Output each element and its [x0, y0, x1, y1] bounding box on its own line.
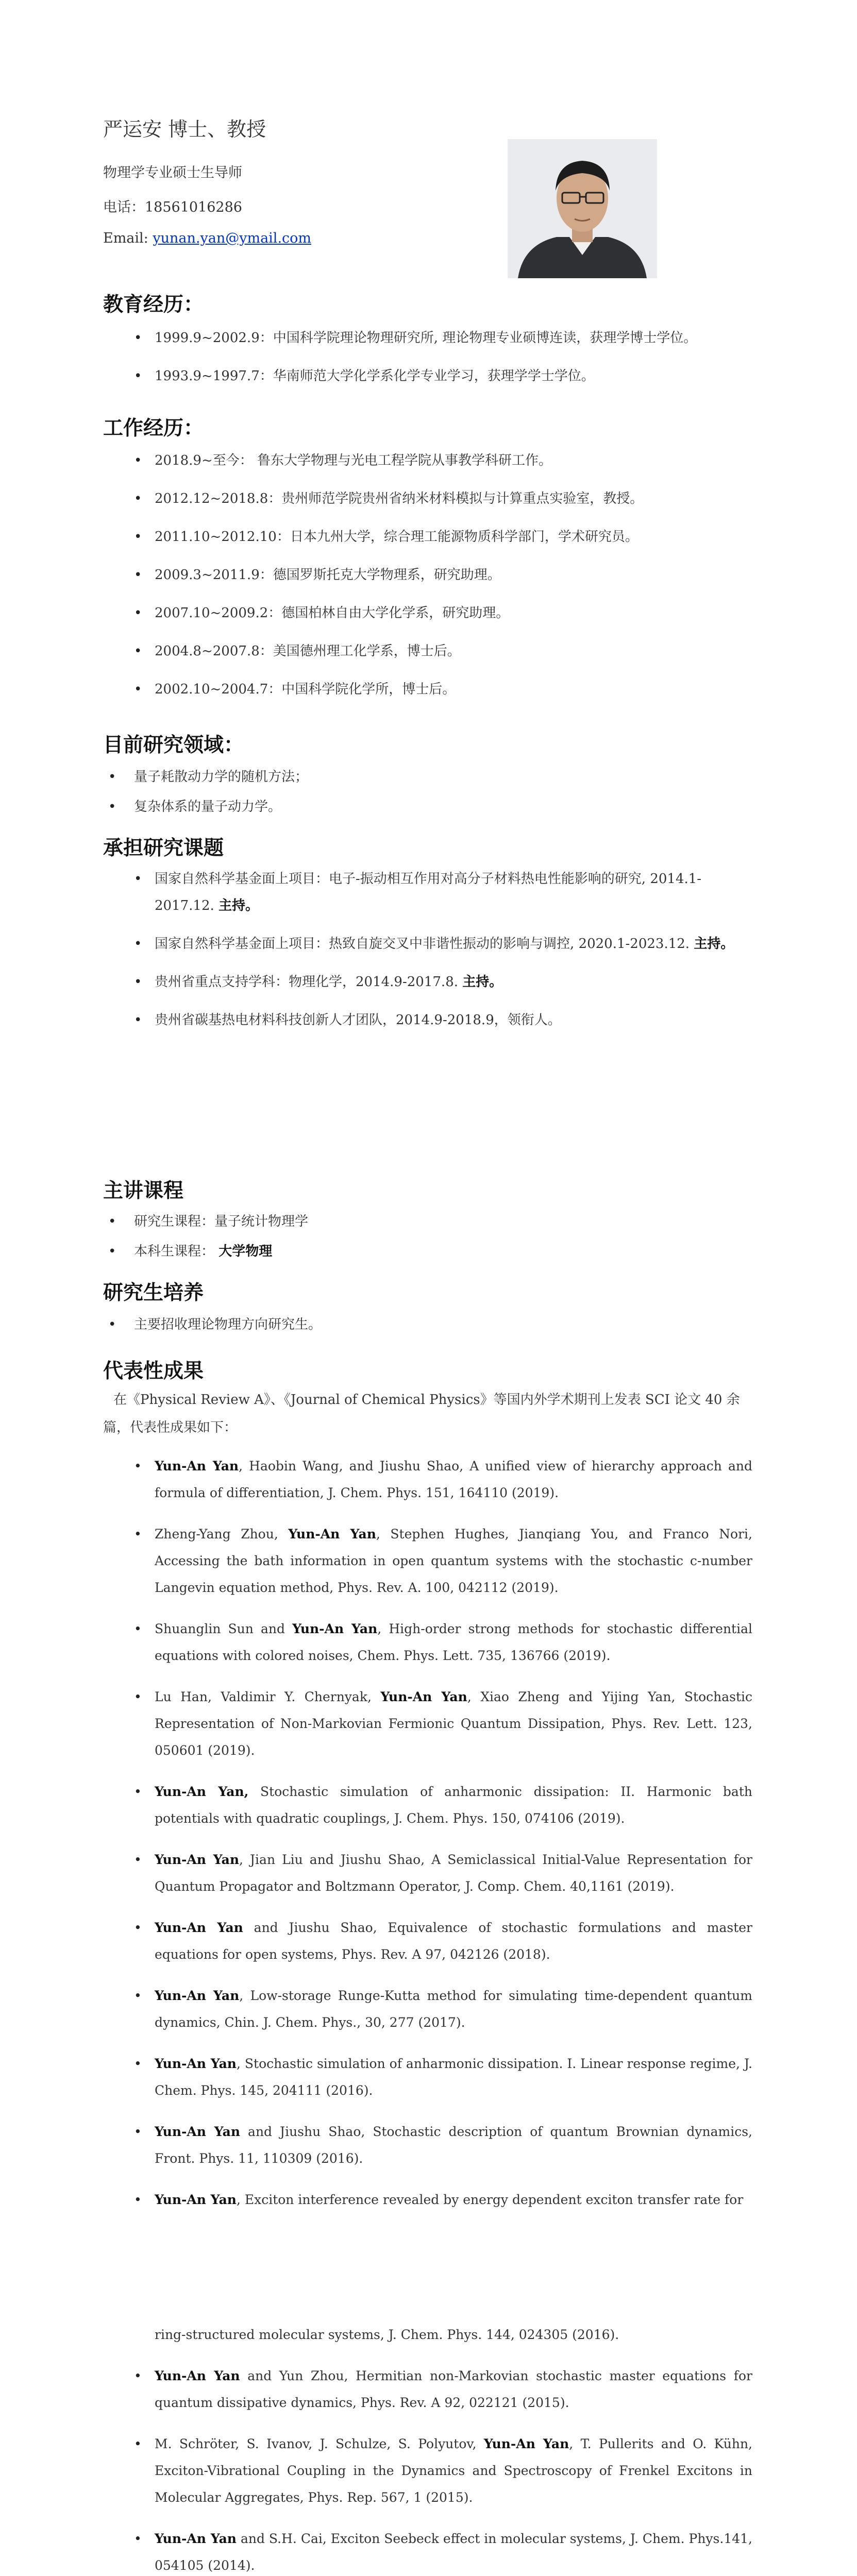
portrait-image: [508, 139, 657, 278]
list-item: • 量子耗散动力学的随机方法；: [103, 764, 752, 790]
project-text: 贵州省碳基热电材料科技创新人才团队，2014.9-2018.9，领衔人。: [155, 1012, 561, 1028]
list-item: [103, 969, 752, 995]
pub-details: and Jiushu Shao, Stochastic description of quantum Brownian dynamics, Front. Phys. 11, 110309 (2016).: [155, 2124, 752, 2166]
list-item: • 2011.10~2012.10：日本九州大学，综合理工能源物质科学部门，学术研究员。: [103, 523, 752, 550]
publication-item: [103, 1684, 752, 1764]
pub-author: Yun-An Yan: [288, 1527, 376, 1541]
pub-coauthors: Zheng-Yang Zhou,: [155, 1527, 289, 1541]
project-text: 贵州省重点支持学科：物理化学，2014.9-2017.8.: [155, 974, 463, 990]
pub-author: Yun-An Yan: [155, 2056, 237, 2071]
projects-list: [103, 866, 752, 1045]
research-title: 目前研究领域：: [103, 733, 244, 757]
pub-details: and Yun Zhou, Hermitian non-Markovian stochastic master equations for quantum dissipative dynamics, Phys. Rev. A 92, 022121 (2015).: [155, 2368, 752, 2410]
email-link[interactable]: yunan.yan@ymail.com: [153, 230, 312, 246]
pub-coauthors: M. Schröter, S. Ivanov, J. Schulze, S. Polyutov,: [155, 2436, 484, 2451]
list-item: • 2012.12~2018.8：贵州师范学院贵州省纳米材料模拟与计算重点实验室，教授。: [103, 485, 752, 512]
pub-details: and Jiushu Shao, Equivalence of stochastic formulations and master equations for open systems, Phys. Rev. A 97, 042126 (2018).: [155, 1920, 752, 1962]
page-break-gap: [155, 2213, 752, 2321]
list-item: [103, 866, 752, 919]
project-tag: 主持。: [694, 936, 734, 952]
list-item: • 2004.8~2007.8：美国德州理工化学系，博士后。: [103, 638, 752, 665]
pub-details: and S.H. Cai, Exciton Seebeck effect in molecular systems, J. Chem. Phys.141, 054105 (2014).: [155, 2531, 752, 2573]
pub-details-continued: ring-structured molecular systems, J. Chem. Phys. 144, 024305 (2016).: [155, 2327, 619, 2342]
publication-item: [103, 1616, 752, 1669]
list-item: • 1999.9~2002.9：中国科学院理论物理研究所, 理论物理专业硕博连读，获理学博士学位。: [103, 325, 752, 351]
pub-author: Yun-An Yan: [155, 2192, 237, 2207]
publication-item: [103, 1914, 752, 1968]
publication-item: [103, 1846, 752, 1900]
pub-author: Yun-An Yan,: [155, 1784, 249, 1799]
list-item: • 2018.9~至今： 鲁东大学物理与光电工程学院从事教学科研工作。: [103, 447, 752, 474]
publication-item: [103, 2187, 752, 2348]
publication-item: [103, 2431, 752, 2511]
students-title: 研究生培养: [103, 1281, 204, 1304]
publications-title: 代表性成果: [103, 1359, 204, 1383]
education-title: 教育经历：: [103, 293, 204, 316]
courses-list: [103, 1208, 752, 1268]
pub-author: Yun-An Yan: [155, 1988, 240, 2003]
pub-author: Yun-An Yan: [155, 1920, 243, 1935]
email-label: Email:: [103, 230, 148, 246]
list-item: • 复杂体系的量子动力学。: [103, 793, 752, 820]
publication-item: [103, 1778, 752, 1832]
person-role: 物理学专业硕士生导师: [103, 165, 242, 181]
publication-item: [103, 1521, 752, 1601]
list-item: • 2009.3~2011.9：德国罗斯托克大学物理系，研究助理。: [103, 562, 752, 588]
list-item: • 2007.10~2009.2：德国柏林自由大学化学系，研究助理。: [103, 600, 752, 626]
list-item: [103, 1238, 752, 1265]
pub-details: , High-order strong methods for stochastic differential equations with colored noises, Chem. Phys. Lett. 735, 136766 (2019).: [155, 1621, 752, 1663]
pub-details: , Stephen Hughes, Jianqiang You, and Franco Nori, Accessing the bath information in open quantum systems with the stochastic c-number Langevin equation method, Phys. Rev. A. 100, 042112 (2019).: [155, 1527, 752, 1595]
publication-item: [103, 2119, 752, 2172]
list-item: [103, 930, 752, 957]
list-item: • 2002.10~2004.7：中国科学院化学所，博士后。: [103, 676, 752, 703]
pub-author: Yun-An Yan: [380, 1689, 467, 1704]
publications-list: [103, 1453, 752, 2576]
project-tag: 主持。: [462, 974, 503, 990]
research-list: [103, 764, 752, 823]
project-tag: 主持。: [219, 898, 259, 913]
publications-intro: 在《Physical Review A》、《Journal of Chemical Physics》等国内外学术期刊上发表 SCI 论文 40 余篇，代表性成果如下：: [103, 1392, 740, 1435]
phone-label: 电话：: [103, 199, 145, 215]
pub-author: Yun-An Yan: [155, 2531, 237, 2546]
pub-details: , Haobin Wang, and Jiushu Shao, A unified view of hierarchy approach and formula of differentiation, J. Chem. Phys. 151, 164110 (2019).: [155, 1459, 752, 1500]
phone-number: 18561016286: [145, 199, 242, 215]
pub-details: Stochastic simulation of anharmonic dissipation: II. Harmonic bath potentials with quadratic couplings, J. Chem. Phys. 150, 074106 (2019).: [155, 1784, 752, 1826]
publication-item: [103, 1982, 752, 2036]
pub-author: Yun-An Yan: [155, 1852, 240, 1867]
pub-coauthors: Shuanglin Sun and: [155, 1621, 293, 1636]
list-item: [103, 1007, 752, 1033]
list-item: • 主要招收理论物理方向研究生。: [103, 1311, 752, 1338]
publication-item: [103, 2526, 752, 2576]
pub-details: , Jian Liu and Jiushu Shao, A Semiclassical Initial-Value Representation for Quantum Propagator and Boltzmann Operator, J. Comp. Chem. 40,1161 (2019).: [155, 1852, 752, 1894]
students-list: [103, 1311, 752, 1341]
course-value: 大学物理: [219, 1244, 273, 1259]
work-list: [103, 447, 752, 714]
profile-photo: [508, 139, 657, 278]
pub-details: , T. Pullerits and O. Kühn, Exciton-Vibrational Coupling in the Dynamics and Spectroscopy of Frenkel Excitons in Molecular Aggregates, Phys. Rep. 567, 1 (2015).: [155, 2436, 752, 2505]
project-text: 国家自然科学基金面上项目：热致自旋交叉中非谐性振动的影响与调控, 2020.1-2023.12.: [155, 936, 694, 952]
publication-item: [103, 2363, 752, 2416]
pub-coauthors: Lu Han, Valdimir Y. Chernyak,: [155, 1689, 381, 1704]
publication-item: [103, 1453, 752, 1506]
person-name: 严运安 博士、教授: [103, 118, 266, 141]
pub-details: , Low-storage Runge-Kutta method for simulating time-dependent quantum dynamics, Chin. J. Chem. Phys., 30, 277 (2017).: [155, 1988, 752, 2030]
list-item: • 研究生课程：量子统计物理学: [103, 1208, 752, 1235]
pub-author: Yun-An Yan: [155, 1459, 239, 1473]
publication-item: [103, 2050, 752, 2104]
courses-title: 主讲课程: [103, 1179, 184, 1202]
project-text: 国家自然科学基金面上项目：电子-振动相互作用对高分子材料热电性能影响的研究, 2014.1-2017.12.: [155, 871, 702, 913]
pub-details: , Stochastic simulation of anharmonic dissipation. I. Linear response regime, J. Chem. Phys. 145, 204111 (2016).: [155, 2056, 752, 2098]
pub-author: Yun-An Yan: [155, 2124, 241, 2139]
projects-title: 承担研究课题: [103, 836, 224, 860]
course-label: 本科生课程：: [134, 1244, 219, 1259]
pub-details: , Exciton interference revealed by energy dependent exciton transfer rate for: [236, 2192, 744, 2207]
work-title: 工作经历：: [103, 416, 204, 440]
pub-details: , Xiao Zheng and Yijing Yan, Stochastic Representation of Non-Markovian Fermionic Quantum Dissipation, Phys. Rev. Lett. 123, 050601 (2019).: [155, 1689, 753, 1758]
list-item: • 1993.9~1997.7：华南师范大学化学系化学专业学习，获理学学士学位。: [103, 363, 752, 389]
pub-author: Yun-An Yan: [483, 2436, 569, 2451]
pub-author: Yun-An Yan: [155, 2368, 240, 2383]
pub-author: Yun-An Yan: [292, 1621, 378, 1636]
education-list: [103, 325, 752, 401]
